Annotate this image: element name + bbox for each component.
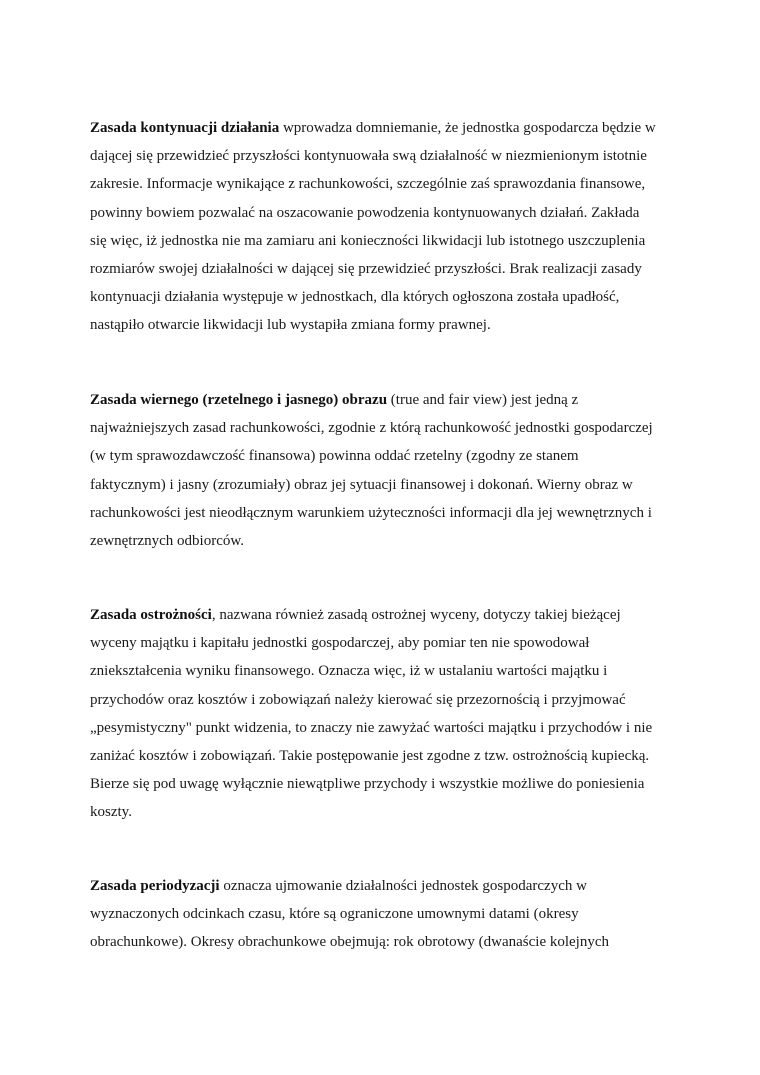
paragraph-going-concern [90, 114, 680, 340]
paragraph-body: wprowadza domniemanie, że jednostka gospodarcza będzie w dającej się przewidzieć przyszłości kontynuowała swą działalność w niezmienionym istotnie zakresie. Informacje wynikające z rachunkowości, szczególnie zaś sprawozdania finansowe, powinny bowiem pozwalać na oszacowanie powodzenia kontynuowanych działań. Zakłada się więc, iż jednostka nie ma zamiaru ani konieczności likwidacji lub istotnego uszczuplenia rozmiarów swojej działalności w dającej się przewidzieć przyszłości. Brak realizacji zasady kontynuacji działania występuje w jednostkach, dla których ogłoszona została upadłość, nastąpiło otwarcie likwidacji lub wystapiła zmiana formy prawnej. [90, 120, 656, 334]
paragraph-body: oznacza ujmowanie działalności jednostek gospodarczych w wyznaczonych odcinkach czasu, które są ograniczone umownymi datami (okresy obrachunkowe). Okresy obrachunkowe obejmują: rok obrotowy (dwanaście kolejnych [90, 878, 610, 951]
paragraph-title: Zasada kontynuacji działania [90, 120, 280, 136]
paragraph-true-and-fair-view [90, 386, 680, 555]
paragraph-body: , nazwana również zasadą ostrożnej wyceny, dotyczy takiej bieżącej wyceny majątku i kapitału jednostki gospodarczej, aby pomiar ten nie spowodował zniekształcenia wyniku finansowego. Oznacza więc, iż w ustalaniu wartości majątku i przychodów oraz kosztów i zobowiązań należy kierować się przezornością i przyjmować „pesymistyczny" punkt widzenia, to znaczy nie zawyżać wartości majątku i przychodów i nie zaniżać kosztów i zobowiązań. Takie postępowanie jest zgodne z tzw. ostrożnością kupiecką. Bierze się pod uwagę wyłącznie niewątpliwe przychody i wszystkie możliwe do poniesienia koszty. [90, 607, 653, 821]
paragraph-body: (true and fair view) jest jedną z najważniejszych zasad rachunkowości, zgodnie z którą rachunkowość jednostki gospodarczej (w tym sprawozdawczość finansowa) powinna oddać rzetelny (zgodny ze stanem faktycznym) i jasny (zrozumiały) obraz jej sytuacji finansowej i dokonań. Wierny obraz w rachunkowości jest nieodłącznym warunkiem użyteczności informacji dla jej wewnętrznych i zewnętrznych odbiorców. [90, 392, 653, 550]
paragraph-prudence [90, 601, 680, 827]
paragraph-title: Zasada ostrożności [90, 607, 212, 623]
paragraph-title: Zasada wiernego (rzetelnego i jasnego) obrazu [90, 392, 388, 408]
paragraph-title: Zasada periodyzacji [90, 878, 220, 894]
paragraph-periodization [90, 872, 680, 957]
